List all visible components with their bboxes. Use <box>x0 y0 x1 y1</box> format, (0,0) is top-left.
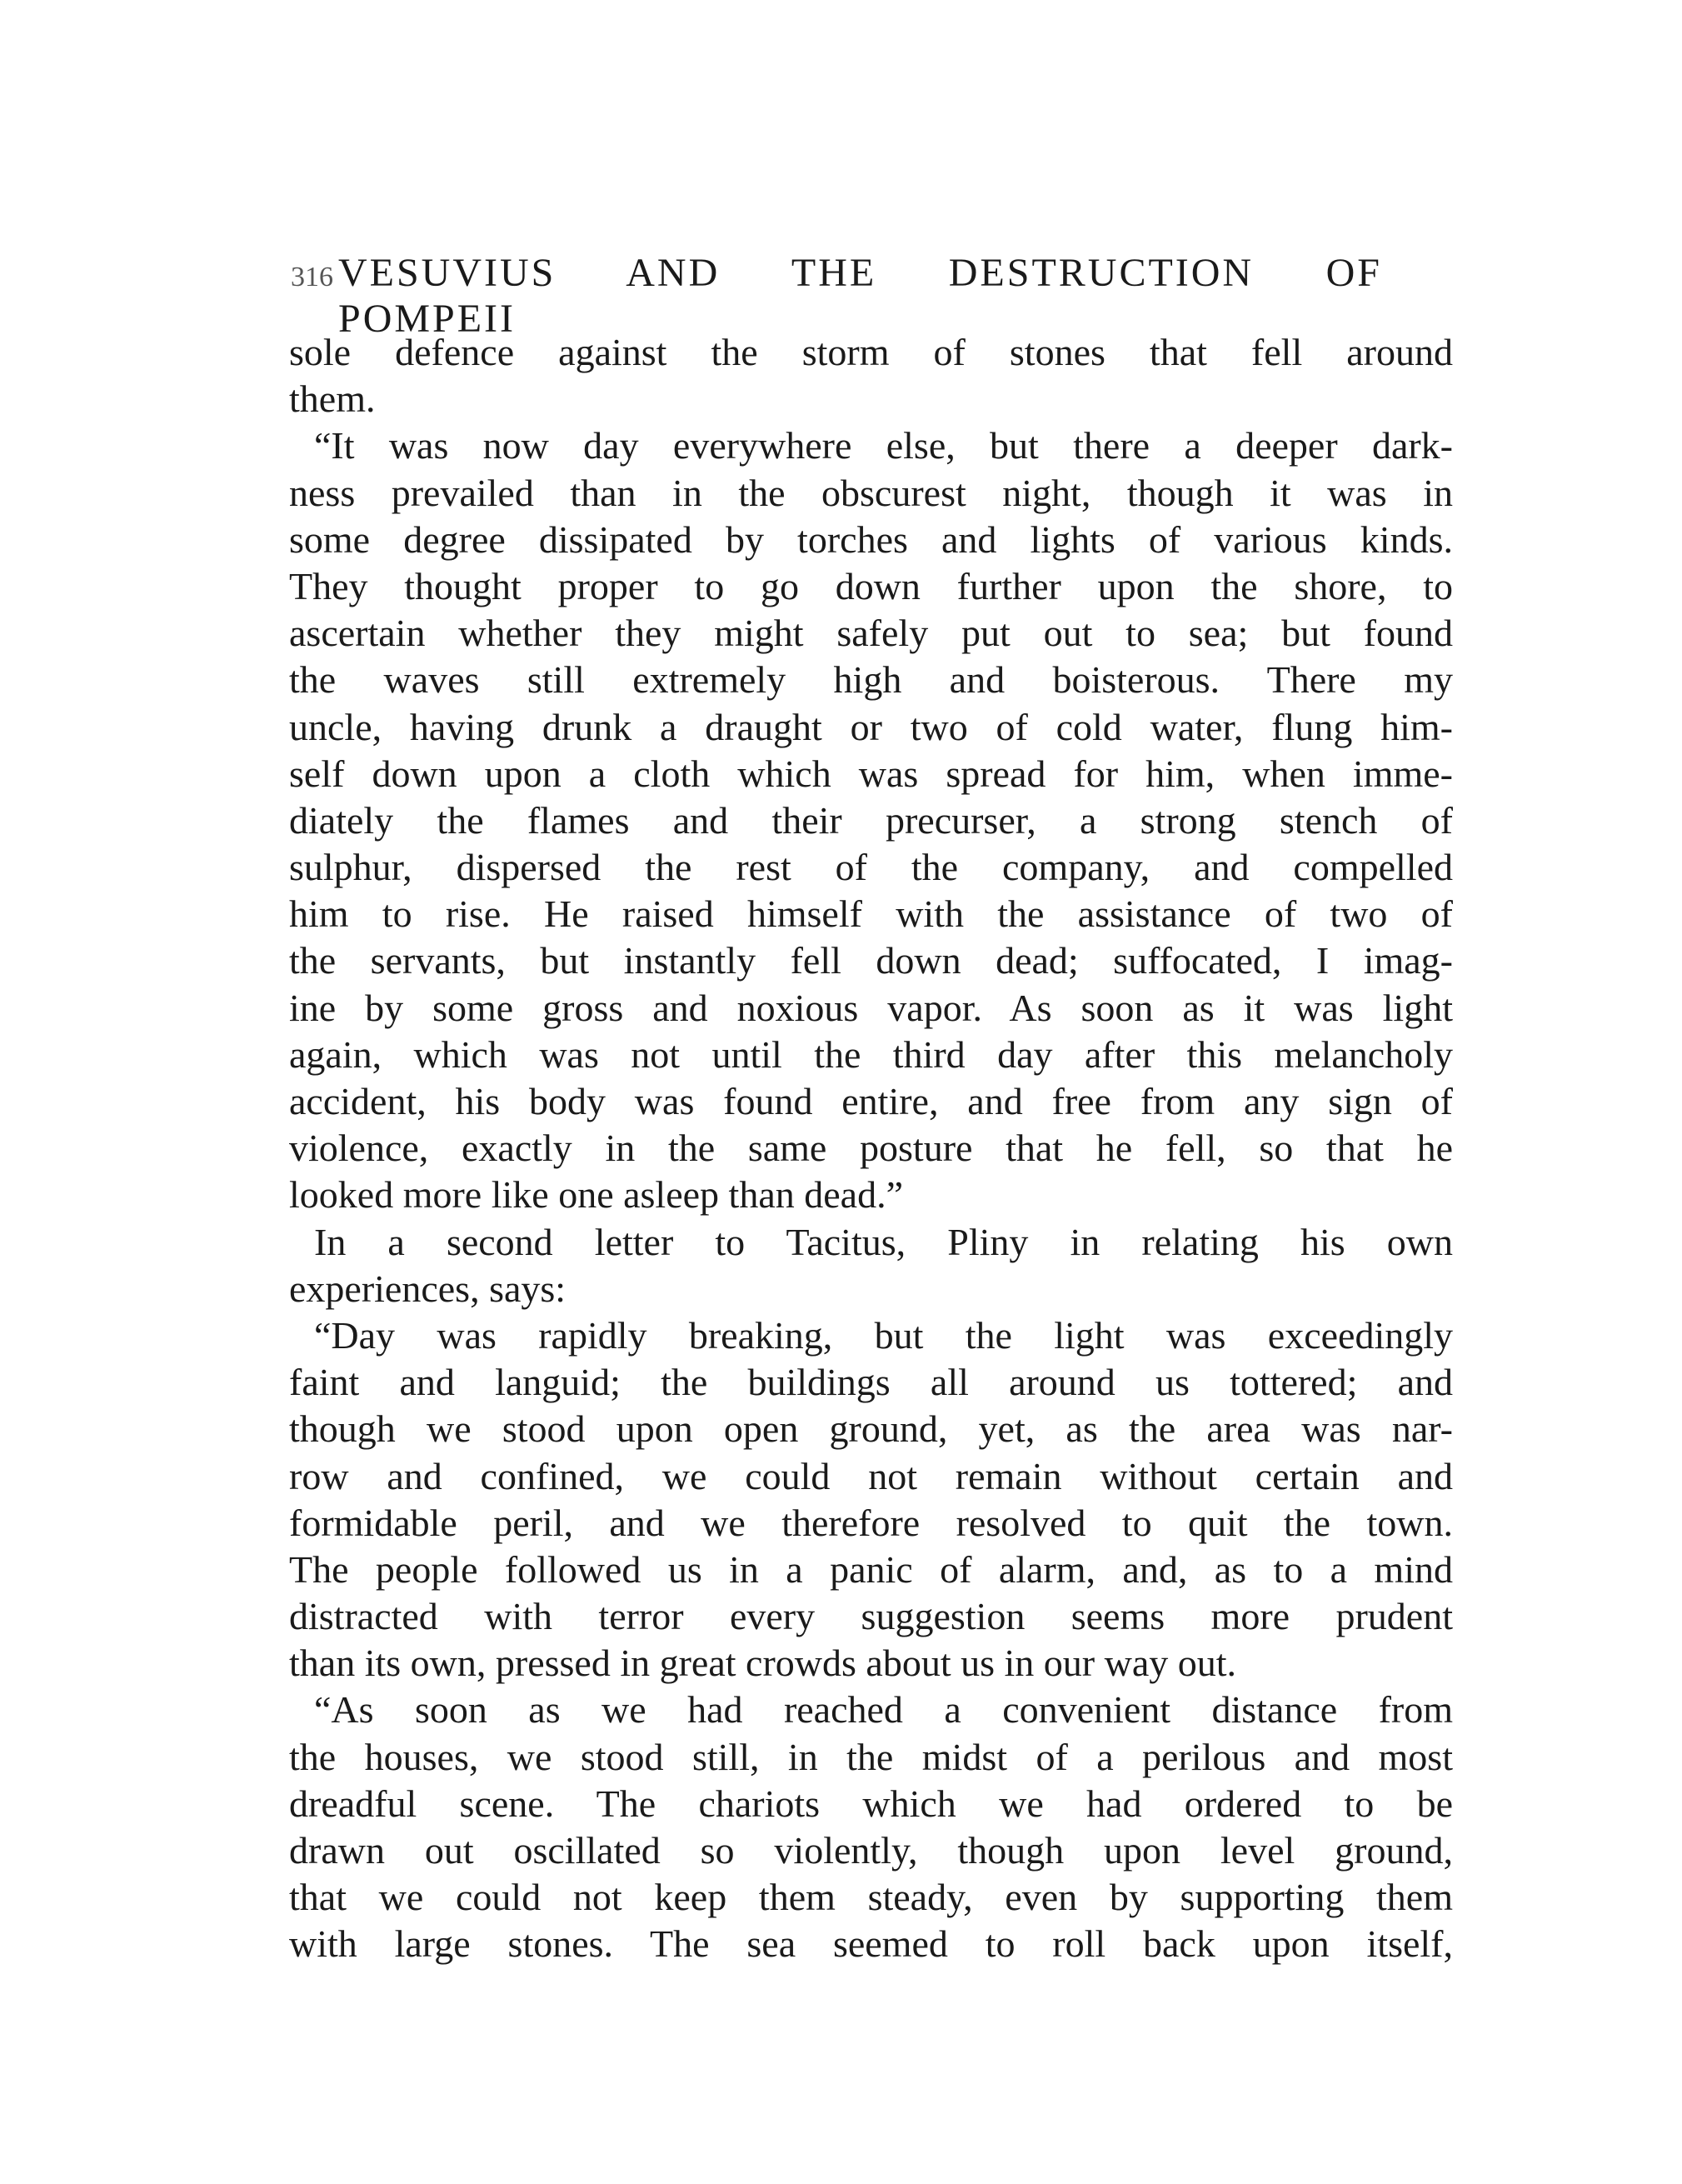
text-line: dreadful scene. The chariots which we had ordered to be <box>289 1782 1453 1825</box>
text-line: The people followed us in a panic of alarm, and, as to a mind <box>289 1547 1453 1591</box>
text-line: the waves still extremely high and boisterous. There my <box>289 658 1453 702</box>
page-number: 316 <box>291 262 333 292</box>
text-line: that we could not keep them steady, even by supporting them <box>289 1876 1453 1919</box>
text-line: with large stones. The sea seemed to roll back upon itself, <box>289 1922 1453 1966</box>
text-line: “Day was rapidly breaking, but the light was exceedingly <box>314 1313 1453 1357</box>
text-line: them. <box>289 377 376 421</box>
text-line: ascertain whether they might safely put out to sea; but found <box>289 612 1453 655</box>
running-header <box>291 250 1382 341</box>
text-line: They thought proper to go down further upon the shore, to <box>289 564 1453 607</box>
body-text <box>289 329 1453 1968</box>
text-line: looked more like one asleep than dead.” <box>289 1173 903 1217</box>
text-line: “As soon as we had reached a convenient distance from <box>314 1688 1453 1732</box>
text-line: again, which was not until the third day after this melancholy <box>289 1032 1453 1076</box>
text-line: uncle, having drunk a draught or two of cold water, flung him- <box>289 705 1453 748</box>
text-line: the houses, we stood still, in the midst of a perilous and most <box>289 1735 1453 1778</box>
text-line: sole defence against the storm of stones that fell around <box>289 331 1453 373</box>
text-line: row and confined, we could not remain without certain and <box>289 1454 1453 1497</box>
text-line: sulphur, dispersed the rest of the company, and compelled <box>289 846 1453 889</box>
text-line: formidable peril, and we therefore resolved to quit the town. <box>289 1501 1453 1544</box>
text-line: “It was now day everywhere else, but there a deeper dark- <box>314 424 1453 467</box>
text-line: diately the flames and their precurser, a strong stench of <box>289 798 1453 842</box>
text-line: violence, exactly in the same posture that he fell, so that he <box>289 1127 1453 1170</box>
text-line: accident, his body was found entire, and free from any sign of <box>289 1080 1453 1122</box>
text-line: ness prevailed than in the obscurest night, though it was in <box>289 471 1453 514</box>
running-title: VESUVIUS AND THE DESTRUCTION OF POMPEII <box>338 251 1382 341</box>
text-line: the servants, but instantly fell down dead; suffocated, I imag- <box>289 939 1453 982</box>
text-line: faint and languid; the buildings all around us tottered; and <box>289 1361 1453 1404</box>
text-line: distracted with terror every suggestion seems more prudent <box>289 1595 1453 1638</box>
text-line: ine by some gross and noxious vapor. As soon as it was light <box>289 986 1453 1029</box>
text-line: experiences, says: <box>289 1267 566 1310</box>
text-line: In a second letter to Tacitus, Pliny in relating his own <box>314 1220 1453 1263</box>
text-line: him to rise. He raised himself with the assistance of two of <box>289 892 1453 936</box>
text-line: though we stood upon open ground, yet, as the area was nar- <box>289 1407 1453 1451</box>
text-line: than its own, pressed in great crowds about us in our way out. <box>289 1642 1237 1685</box>
text-line: some degree dissipated by torches and lights of various kinds. <box>289 517 1453 561</box>
text-line: drawn out oscillated so violently, though upon level ground, <box>289 1829 1453 1872</box>
text-line: self down upon a cloth which was spread for him, when imme- <box>289 752 1453 795</box>
